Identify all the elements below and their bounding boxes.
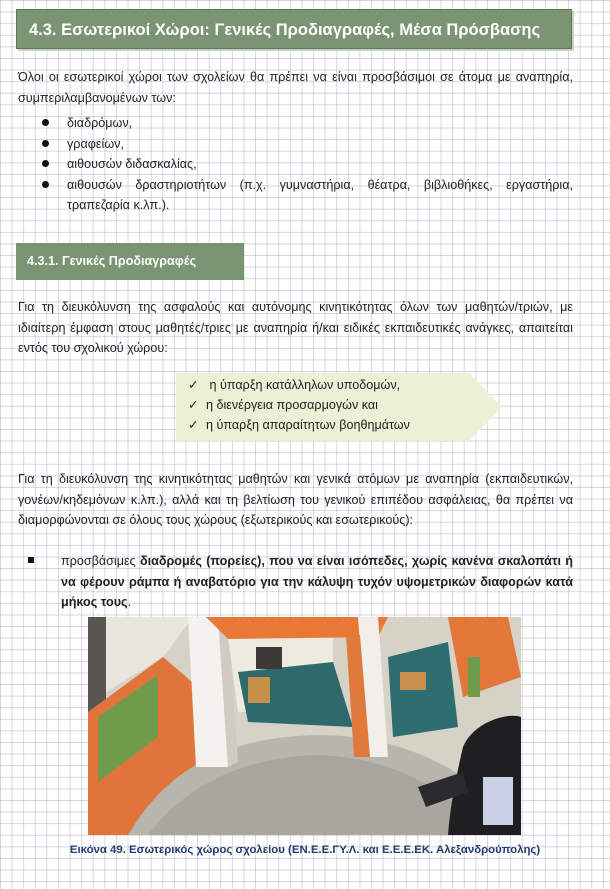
accessible-routes-item: προσβάσιμες διαδρομές (πορείες), που να είναι ισόπεδες, χωρίς κανένα σκαλοπάτι ή να φέρουν ράμπα ή αναβατόριο για την κάλυψη τυχόν υψομετρικών διαφορών κατά μήκος τους. xyxy=(20,551,573,613)
square-bullet-icon xyxy=(28,557,34,563)
bullet-icon xyxy=(42,181,49,188)
checkmark-icon: ✓ xyxy=(188,398,199,412)
checklist xyxy=(188,375,410,435)
intro-bullet-list xyxy=(40,113,573,216)
intro-paragraph: Όλοι οι εσωτερικοί χώροι των σχολείων θα πρέπει να είναι προσβάσιμοι σε άτομα με αναπηρία, συμπεριλαμβανομένων των: xyxy=(18,70,573,105)
school-interior-photo xyxy=(88,617,521,835)
figure-caption: Εικόνα 49. Εσωτερικός χώρος σχολείου (ΕΝ.Ε.Ε.ΓΥ.Λ. και Ε.Ε.Ε.ΕΚ. Αλεξανδρούπολης) xyxy=(69,844,541,856)
corridor-illustration xyxy=(88,617,521,835)
bullet-icon xyxy=(42,140,49,147)
checklist-item: ✓ η ύπαρξη κατάλληλων υποδομών, xyxy=(188,375,410,395)
subsection-heading: 4.3.1. Γενικές Προδιαγραφές xyxy=(16,243,244,280)
checkmark-icon: ✓ xyxy=(188,378,199,392)
checklist-item: ✓ η ύπαρξη απαραίτητων βοηθημάτων xyxy=(188,415,410,435)
checkmark-icon: ✓ xyxy=(188,418,199,432)
list-item: γραφείων, xyxy=(40,134,573,155)
requirements-paragraph: Για τη διευκόλυνση της ασφαλούς και αυτόνομης κινητικότητας όλων των μαθητών/τριών, με ιδιαίτερη έμφαση στους μαθητές/τριες με αναπηρία ή/και ειδικές εκπαιδευτικές ανάγκες, απαιτείται εντός του σχολικού χώρου: xyxy=(18,300,573,355)
bullet-icon xyxy=(42,119,49,126)
bullet-icon xyxy=(42,160,49,167)
list-item: αιθουσών διδασκαλίας, xyxy=(40,154,573,175)
checklist-item: ✓ η διενέργεια προσαρμογών και xyxy=(188,395,410,415)
list-item: διαδρόμων, xyxy=(40,113,573,134)
mobility-paragraph: Για τη διευκόλυνση της κινητικότητας μαθητών και γενικά ατόμων με αναπηρία (εκπαιδευτικών, γονέων/κηδεμόνων κ.λπ.), αλλά και τη βελτίωση του γενικού επιπέδου ασφάλειας, θα πρέπει να διαμορφώνονται σε όλους τους χώρους (εξωτερικούς και εσωτερικούς): xyxy=(18,472,573,527)
list-item: αιθουσών δραστηριοτήτων (π.χ. γυμναστήρια, θέατρα, βιβλιοθήκες, εργαστήρια, τραπεζαρία κ.λπ.). xyxy=(40,175,573,216)
section-heading: 4.3. Εσωτερικοί Χώροι: Γενικές Προδιαγραφές, Μέσα Πρόσβασης xyxy=(16,9,572,49)
